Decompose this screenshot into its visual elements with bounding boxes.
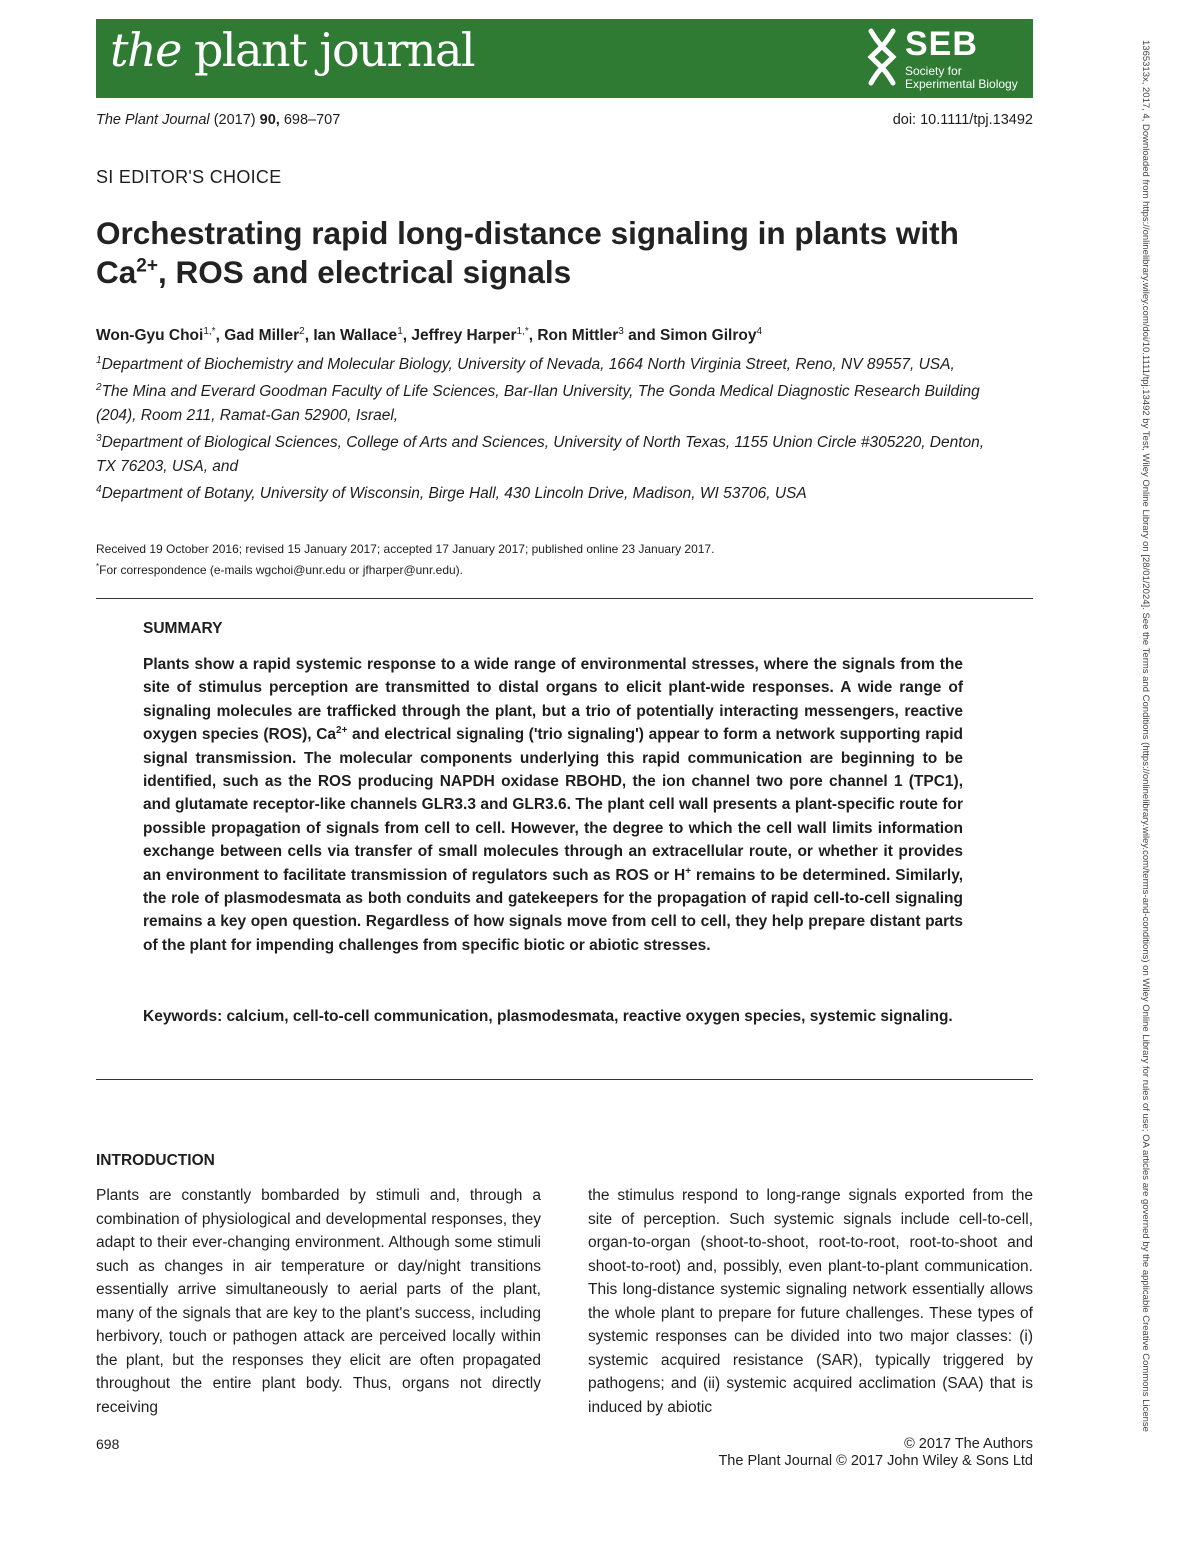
article-history — [96, 541, 1036, 579]
summary-heading: SUMMARY — [143, 620, 223, 637]
doi[interactable]: doi: 10.1111/tpj.13492 — [892, 112, 1033, 128]
copyright — [718, 1436, 1033, 1470]
seb-chromosome-icon — [865, 27, 899, 87]
correspondence-mark: * — [96, 562, 100, 571]
copyright-line2: The Plant Journal © 2017 John Wiley & Sons Ltd — [718, 1453, 1033, 1469]
affiliation-item — [96, 376, 1006, 427]
author-separator: , — [215, 327, 225, 345]
affiliations — [96, 349, 1006, 505]
summary-bottom-divider — [96, 1079, 1033, 1080]
correspondence-emails[interactable]: For correspondence (e-mails wgchoi@unr.edu or jfharper@unr.edu). — [99, 563, 463, 577]
summary-part2: and electrical signaling ('trio signaling') appear to form a network supporting rapid signal transmission. The molecular components underlying this rapid communication are beginning to be identified, such as the ROS producing NAPDH oxidase RBOHD, the ion channel two pore channel 1 (TPC1), and glutamate receptor-like channels GLR3.3 and GLR3.6. The plant cell wall presents a plant-specific route for possible propagation of signals from cell to cell. However, the degree to which the cell wall limits information exchange between cells via transfer of small molecules through an extracellular route, or whether it provides an environment to facilitate transmission of regulators such as ROS or H — [143, 726, 964, 884]
author-affil-mark: 1,* — [203, 326, 216, 337]
affiliation-text: Department of Biochemistry and Molecular Biology, University of Nevada, 1664 North Virginia Street, Reno, NV 89557, USA, — [101, 356, 955, 374]
author-affil-mark: 3 — [618, 326, 624, 337]
author-separator: , — [528, 327, 538, 345]
affiliation-number: 4 — [96, 483, 102, 495]
introduction-column-right: the stimulus respond to long-range signals exported from the site of perception. Such systemic signals include cell-to-cell, organ-to-organ (shoot-to-shoot, root-to-root, root-to-shoot and shoot-to-root) and, possibly, even plant-to-plant communication. This long-distance systemic signaling network essentially allows the whole plant to prepare for future challenges. These types of systemic responses can be divided into two major classes: (i) systemic acquired resistance (SAR), typically triggered by pathogens; and (ii) systemic acquired acclimation (SAA) that is induced by abiotic — [588, 1187, 1033, 1416]
received-dates: Received 19 October 2016; revised 15 January 2017; accepted 17 January 2017; published online 23 January 2017. — [96, 542, 715, 556]
author-separator: , — [304, 327, 314, 345]
title-line1: Orchestrating rapid long-distance signaling in plants with — [96, 215, 959, 251]
journal-banner — [96, 19, 1033, 96]
author-affil-mark: 1 — [397, 326, 403, 337]
introduction-column-left: Plants are constantly bombarded by stimuli and, through a combination of physiological and developmental responses, they adapt to their ever-changing environment. Although some stimuli such as changes in air temperature or day/night transitions essentially arrive simultaneously to aerial parts of the plant, many of the signals that are key to the plant's success, including herbivory, touch or pathogen attack are perceived locally within the plant, but the responses they elicit are often propagated throughout the entire plant body. Thus, organs not directly receiving — [96, 1187, 541, 1416]
correspondence-line — [96, 558, 1036, 579]
affiliation-number: 3 — [96, 433, 102, 445]
author-list — [96, 326, 1036, 345]
seb-abbrev: SEB — [905, 25, 978, 63]
citation — [96, 112, 340, 128]
citation-pages: 698–707 — [283, 112, 341, 128]
journal-logo-the: the — [110, 23, 181, 77]
author-separator: and — [623, 327, 661, 345]
affiliation-item — [96, 427, 1006, 478]
society-logo[interactable] — [865, 25, 1025, 91]
affiliation-text: Department of Biological Sciences, College of Arts and Sciences, University of North Texas, 1155 Union Circle #305220, Denton, TX 76203, USA, and — [96, 434, 985, 475]
summary-superscript-ca: 2+ — [336, 725, 348, 737]
introduction-heading: INTRODUCTION — [96, 1152, 215, 1169]
affiliation-text: The Mina and Everard Goodman Faculty of Life Sciences, Bar-Ilan University, The Gonda Medical Diagnostic Research Building (204), Room 211, Ramat-Gan 52900, Israel, — [96, 383, 980, 424]
title-line2-rest: , ROS and electrical signals — [157, 254, 572, 290]
seb-fullname — [905, 65, 1018, 91]
summary-part3: remains to be determined. Similarly, the role of plasmodesmata as both conduits and gatekeepers for the propagation of rapid cell-to-cell signaling remains a key open question. Regardless of how signals move from cell to cell, they help prepare distant parts of the plant for impending challenges from specific biotic or abiotic stresses. — [143, 866, 964, 954]
summary-part1: Plants show a rapid systemic response to a wide range of environmental stresses, where the signals from the site of stimulus perception are transmitted to distal organs to elicit plant-wide responses. A wide range of signaling molecules are trafficked through the plant, but a trio of potentially interacting messengers, reactive oxygen species (ROS), Ca — [143, 656, 963, 744]
download-sidebar-text: 1365313x, 2017, 4, Downloaded from https://onlinelibrary.wiley.com/doi/10.1111/tpj.13492 by Test, Wiley Online Library on [28/01/2024]. See the Terms and Conditions (https://onlinelibrary.wiley.com/terms-and-conditions) on Wiley Online Library for rules of use; OA articles are governed by the applicable Creative Commons License — [1140, 40, 1151, 1432]
author[interactable]: Gad Miller — [224, 327, 300, 345]
author-affil-mark: 1,* — [516, 326, 529, 337]
author[interactable]: Ron Mittler — [537, 327, 619, 345]
summary-superscript-h: + — [685, 865, 692, 877]
citation-volume: 90, — [259, 112, 280, 128]
affiliation-text: Department of Botany, University of Wisconsin, Birge Hall, 430 Lincoln Drive, Madison, WI 53706, USA — [101, 485, 807, 503]
author[interactable]: Simon Gilroy — [660, 327, 757, 345]
seb-fullname-line2: Experimental Biology — [905, 77, 1018, 91]
author-separator: , — [402, 327, 412, 345]
summary-top-divider — [96, 598, 1033, 599]
banner-underline — [96, 96, 1033, 98]
author[interactable]: Jeffrey Harper — [411, 327, 517, 345]
section-tag: SI EDITOR'S CHOICE — [96, 167, 282, 187]
affiliation-number: 2 — [96, 382, 102, 394]
page-number: 698 — [96, 1436, 120, 1452]
citation-journal: The Plant Journal — [96, 112, 210, 128]
journal-logo[interactable] — [110, 23, 474, 77]
summary-text — [143, 653, 963, 957]
title-ca: Ca — [96, 254, 137, 290]
journal-logo-name: plant journal — [193, 23, 475, 77]
author-affil-mark: 4 — [756, 326, 763, 337]
author[interactable]: Ian Wallace — [313, 327, 398, 345]
author[interactable]: Won-Gyu Choi — [96, 327, 204, 345]
title-ca-superscript: 2+ — [136, 255, 158, 277]
keywords: Keywords: calcium, cell-to-cell communication, plasmodesmata, reactive oxygen species, systemic signaling. — [143, 1008, 953, 1025]
affiliation-number: 1 — [96, 355, 102, 366]
citation-year: (2017) — [213, 112, 256, 128]
affiliation-item — [96, 349, 1006, 376]
author-affil-mark: 2 — [299, 326, 305, 337]
seb-fullname-line1: Society for — [905, 64, 962, 78]
copyright-line1: © 2017 The Authors — [904, 1436, 1033, 1452]
affiliation-item — [96, 478, 1006, 505]
article-title — [96, 214, 1036, 292]
